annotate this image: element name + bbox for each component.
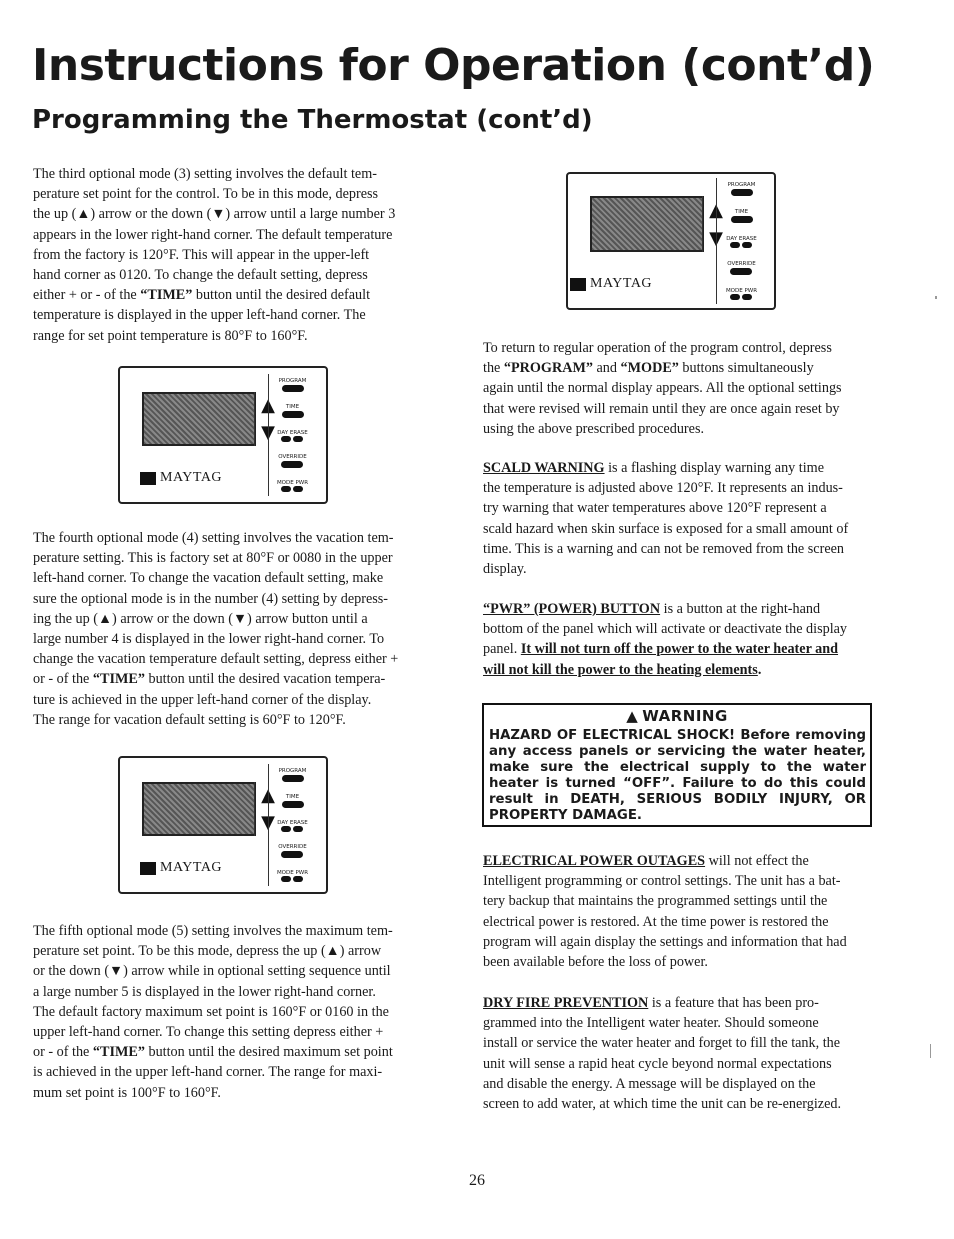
time-button: TIME: [282, 404, 304, 418]
program-button: PROGRAM: [728, 182, 756, 196]
paragraph-mode-4: The fourth optional mode (4) setting involves the vacation tem- perature setting. This is factory set at 80°F or 0080 in the upper left-hand corner. To change the vacation default setting, make sure the optional mode is in the number (4) setting by depress- ing the up (▲) arrow or the down (▼) arrow button until a large number 4 is displayed in the lower right-hand corner. To change the vacation temperature default setting, depress either + or - of the “TIME” button until the desired vacation tempera- ture is achieved in the upper left-hand corner of the display. The range for vacation default setting is 60°F to 120°F.: [33, 530, 399, 728]
up-arrow-icon: ▲: [261, 785, 275, 806]
override-button: OVERRIDE: [278, 844, 306, 858]
term-scald-warning: SCALD WARNING: [483, 460, 605, 476]
thermostat-illustration: [566, 172, 776, 310]
brand-label: MAYTAG: [570, 276, 652, 292]
time-button: TIME: [282, 794, 304, 808]
down-arrow-icon: ▼: [709, 227, 723, 249]
mode-pwr-button: MODE PWR: [726, 288, 757, 300]
up-arrow-icon: ▲: [261, 395, 275, 416]
warning-text: HAZARD OF ELECTRICAL SHOCK! Before removing any access panels or servicing the water heater, make sure the electrical supply to the water heater is turned “OFF”. Failure to do this could result in DEATH, SERIOUS BODILY INJURY, OR PROPERTY DAMAGE.: [489, 728, 866, 823]
day-erase-button: DAY ERASE: [277, 820, 307, 832]
paragraph-mode-3: The third optional mode (3) setting involves the default tem- perature set point for the control. To be in this mode, depress the up (▲) arrow or the down (▼) arrow until a large number 3 appears in the lower right-hand corner. The default temperature from the factory is 120°F. This will appear in the upper-left hand corner as 0120. To change the default setting, depress either + or - of the “TIME” button until the desired default temperature is displayed in the upper left-hand corner. The range for set point temperature is 80°F to 160°F.: [33, 166, 396, 344]
paragraph-dry-fire: DRY FIRE PREVENTION is a feature that has been pro- grammed into the Intelligent water heater. Should someone install or service the water heater and forget to fill the tank, the unit will sense a rapid heat cycle beyond normal expectations and disable the energy. A message will be displayed on the screen to add water, at which time the unit can be re-energized.: [483, 995, 842, 1113]
term-power-outages: ELECTRICAL POWER OUTAGES: [483, 853, 706, 869]
maytag-logo-icon: [570, 278, 586, 291]
paragraph-mode-5: The fifth optional mode (5) setting involves the maximum tem- perature set point. To be this mode, depress the up (▲) arrow or the down (▼) arrow while in optional setting sequence until a large number 5 is displayed in the lower right-hand corner. The default factory maximum set point is 160°F or 0160 in the upper left-hand corner. To change this setting depress either + or - of the “TIME” button until the desired maximum set point is achieved in the upper left-hand corner. The range for maxi- mum set point is 100°F to 160°F.: [33, 923, 393, 1101]
brand-label: MAYTAG: [140, 470, 222, 486]
scan-speck: [930, 1044, 931, 1058]
thermostat-illustration: [118, 756, 328, 894]
scan-speck: [935, 296, 937, 299]
warning-box: [482, 703, 872, 827]
term-pwr-button: “PWR” (POWER) BUTTON: [483, 601, 661, 617]
thermostat-display: [590, 196, 704, 252]
paragraph-pwr-button: “PWR” (POWER) BUTTON is a button at the right-hand bottom of the panel which will activate or deactivate the display panel. It will not turn off the power to the water heater and will not kill the power to the heating elements.: [483, 601, 848, 678]
term-dry-fire: DRY FIRE PREVENTION: [483, 995, 649, 1011]
paragraph-return-normal: To return to regular operation of the program control, depress the “PROGRAM” and “MODE” buttons simultaneously again until the normal display appears. All the optional settings that were revised will remain until they are once again reset by using the above prescribed procedures.: [483, 340, 842, 437]
thermostat-display: [142, 782, 256, 836]
warning-heading: ▲ WARNING: [626, 707, 728, 725]
warning-triangle-icon: ▲: [626, 707, 639, 725]
thermostat-illustration: [118, 366, 328, 504]
mode-pwr-button: MODE PWR: [277, 870, 308, 882]
thermostat-display: [142, 392, 256, 446]
program-button: PROGRAM: [279, 768, 307, 782]
day-erase-button: DAY ERASE: [277, 430, 307, 442]
section-subtitle: Programming the Thermostat (cont’d): [32, 105, 593, 135]
override-button: OVERRIDE: [278, 454, 306, 468]
paragraph-power-outages: ELECTRICAL POWER OUTAGES will not effect the Intelligent programming or control settings. The unit has a bat- tery backup that maintains the programmed settings until the electrical power is restored. At the time power is restored the program will again display the settings and information that had been available before the loss of power.: [483, 853, 847, 971]
day-erase-button: DAY ERASE: [726, 236, 756, 248]
page-number: 26: [469, 1172, 485, 1189]
brand-label: MAYTAG: [140, 860, 222, 876]
maytag-logo-icon: [140, 472, 156, 485]
paragraph-scald-warning: SCALD WARNING is a flashing display warning any time the temperature is adjusted above 120°F. It represents an indus- try warning that water temperatures above 120°F represent a scald hazard when skin surface is exposed for a small amount of time. This is a warning and can not be removed from the screen display.: [483, 460, 849, 578]
override-button: OVERRIDE: [727, 261, 755, 275]
page-title: Instructions for Operation (cont’d): [32, 40, 875, 91]
button-column: [716, 178, 766, 304]
maytag-logo-icon: [140, 862, 156, 875]
down-arrow-icon: ▼: [261, 812, 275, 833]
button-column: [268, 374, 316, 496]
program-button: PROGRAM: [279, 378, 307, 392]
up-arrow-icon: ▲: [709, 199, 723, 221]
mode-pwr-button: MODE PWR: [277, 480, 308, 492]
down-arrow-icon: ▼: [261, 422, 275, 443]
button-column: [268, 764, 316, 886]
time-button: TIME: [731, 209, 753, 223]
